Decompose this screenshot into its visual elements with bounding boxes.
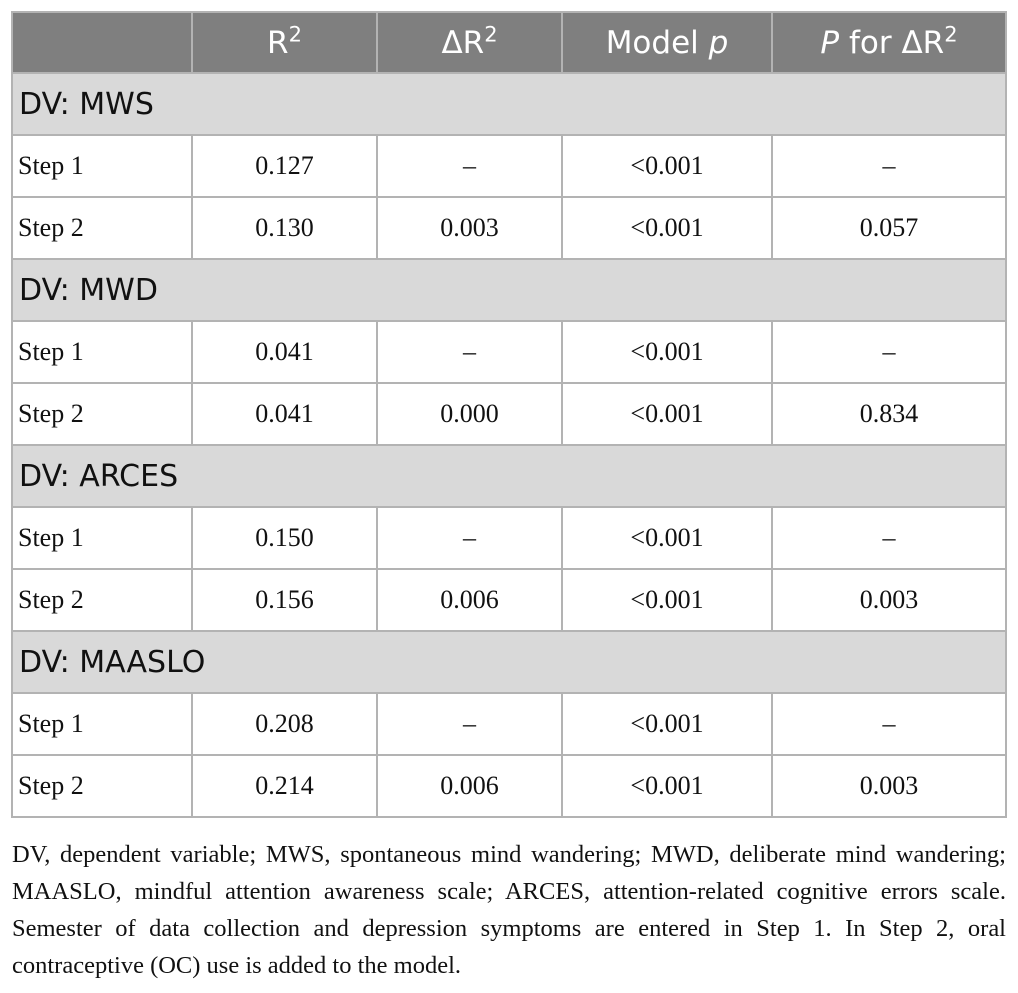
header-p-delta-r2: P for $\Delta R^2$ [772,12,1006,73]
group-row-mwd [12,259,1006,321]
table-row [12,383,1006,445]
delta-r2-cell: – [377,321,562,383]
p-delta-cell: – [772,321,1006,383]
table-row [12,321,1006,383]
group-row-mws [12,73,1006,135]
p-delta-cell: 0.057 [772,197,1006,259]
r2-cell: 0.130 [192,197,377,259]
header-delta-r2: $\Delta R^2$ [377,12,562,73]
step-label: Step 2 [12,197,192,259]
delta-r2-cell: 0.003 [377,197,562,259]
table-row [12,755,1006,817]
group-label: DV: MWD [12,259,1006,321]
r2-cell: 0.208 [192,693,377,755]
p-delta-cell: – [772,507,1006,569]
results-table [11,11,1007,818]
model-p-cell: <0.001 [562,507,772,569]
model-p-cell: <0.001 [562,321,772,383]
model-p-cell: <0.001 [562,383,772,445]
header-empty [12,12,192,73]
delta-r2-cell: – [377,507,562,569]
delta-r2-cell: – [377,693,562,755]
p-delta-cell: – [772,693,1006,755]
p-delta-cell: 0.003 [772,755,1006,817]
delta-r2-cell: 0.000 [377,383,562,445]
table-row [12,569,1006,631]
delta-r2-cell: 0.006 [377,569,562,631]
group-row-arces [12,445,1006,507]
r2-cell: 0.041 [192,321,377,383]
table-row [12,507,1006,569]
r2-cell: 0.156 [192,569,377,631]
step-label: Step 2 [12,755,192,817]
step-label: Step 2 [12,383,192,445]
r2-cell: 0.214 [192,755,377,817]
step-label: Step 1 [12,507,192,569]
step-label: Step 1 [12,135,192,197]
table-row [12,693,1006,755]
group-row-maaslo [12,631,1006,693]
table-row [12,197,1006,259]
model-p-cell: <0.001 [562,569,772,631]
model-p-cell: <0.001 [562,197,772,259]
r2-cell: 0.127 [192,135,377,197]
r2-cell: 0.150 [192,507,377,569]
header-row [12,12,1006,73]
delta-r2-cell: 0.006 [377,755,562,817]
model-p-cell: <0.001 [562,135,772,197]
p-delta-cell: – [772,135,1006,197]
model-p-cell: <0.001 [562,693,772,755]
r2-cell: 0.041 [192,383,377,445]
header-r2: $R^2$ [192,12,377,73]
step-label: Step 2 [12,569,192,631]
header-model-p: Model p [562,12,772,73]
p-delta-cell: 0.834 [772,383,1006,445]
step-label: Step 1 [12,321,192,383]
step-label: Step 1 [12,693,192,755]
group-label: DV: MWS [12,73,1006,135]
table-row [12,135,1006,197]
model-p-cell: <0.001 [562,755,772,817]
table-footnote: DV, dependent variable; MWS, spontaneous mind wandering; MWD, deliberate mind wandering; MAASLO, mindful attention awareness scale; ARCES, attention-related cognitive errors scale. Semester of data collection and depression symptoms are entered in Step 1. In Step 2, oral contraceptive (OC) use is added to the model. [12,841,1006,979]
group-label: DV: MAASLO [12,631,1006,693]
group-label: DV: ARCES [12,445,1006,507]
p-delta-cell: 0.003 [772,569,1006,631]
delta-r2-cell: – [377,135,562,197]
